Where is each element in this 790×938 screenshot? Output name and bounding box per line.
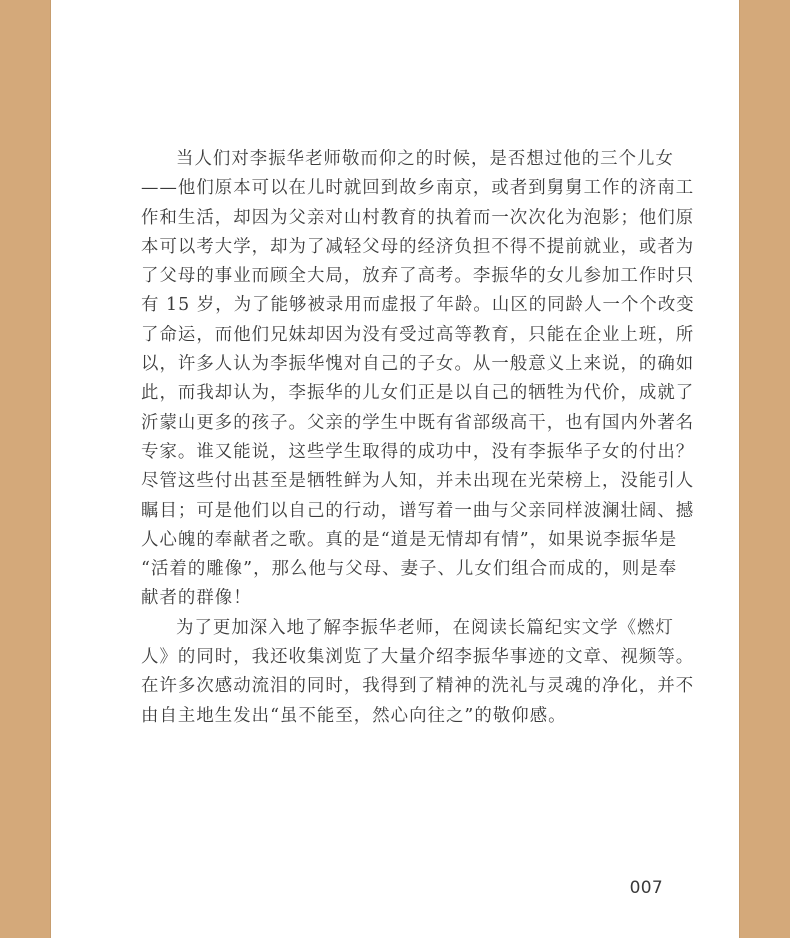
text-line: 作和生活，却因为父亲对山村教育的执着而一次次化为泡影；他们原 bbox=[141, 207, 695, 228]
text-line: 当人们对李振华老师敬而仰之的时候，是否想过他的三个儿女 bbox=[176, 149, 674, 169]
text-line: 人心魄的奉献者之歌。真的是“道是无情却有情”，如果说李振华是 bbox=[141, 529, 678, 550]
text-line: 了父母的事业而顾全大局，放弃了高考。李振华的女儿参加工作时只 bbox=[141, 266, 695, 287]
text-line: 专家。谁又能说，这些学生取得的成功中，没有李振华子女的付出？ bbox=[141, 441, 695, 462]
text-line: 本可以考大学，却为了减轻父母的经济负担不得不提前就业，或者为 bbox=[141, 236, 695, 257]
paragraph-2 bbox=[141, 614, 695, 731]
text-line: “活着的雕像”，那么他与父母、妻子、儿女们组合而成的，则是奉 bbox=[141, 559, 678, 580]
text-line: 瞩目；可是他们以自己的行动，谱写着一曲与父亲同样波澜壮阔、撼 bbox=[141, 500, 695, 521]
text-line: 为了更加深入地了解李振华老师，在阅读长篇纪实文学《燃灯 bbox=[176, 617, 674, 638]
text-line: 以，许多人认为李振华愧对自己的子女。从一般意义上来说，的确如 bbox=[141, 354, 695, 375]
text-line: 由自主地生发出“虽不能至，然心向往之”的敬仰感。 bbox=[141, 705, 567, 726]
text-line: 此，而我却认为，李振华的儿女们正是以自己的牺牲为代价，成就了 bbox=[141, 383, 695, 404]
paragraph-1 bbox=[141, 145, 695, 614]
text-line: 在许多次感动流泪的同时，我得到了精神的洗礼与灵魂的净化，并不 bbox=[141, 676, 695, 697]
body-text bbox=[141, 145, 695, 731]
page-number: 007 bbox=[629, 878, 663, 898]
book-page bbox=[50, 0, 740, 938]
text-line: ——他们原本可以在儿时就回到故乡南京，或者到舅舅工作的济南工 bbox=[141, 178, 695, 199]
text-line: 献者的群像！ bbox=[141, 588, 252, 609]
text-line: 有 15 岁，为了能够被录用而虚报了年龄。山区的同龄人一个个改变 bbox=[141, 295, 695, 316]
text-line: 沂蒙山更多的孩子。父亲的学生中既有省部级高干，也有国内外著名 bbox=[141, 412, 695, 433]
text-line: 了命运，而他们兄妹却因为没有受过高等教育，只能在企业上班，所 bbox=[141, 324, 695, 345]
text-line: 人》的同时，我还收集浏览了大量介绍李振华事迹的文章、视频等。 bbox=[141, 647, 695, 668]
text-line: 尽管这些付出甚至是牺牲鲜为人知，并未出现在光荣榜上，没能引人 bbox=[141, 471, 695, 492]
